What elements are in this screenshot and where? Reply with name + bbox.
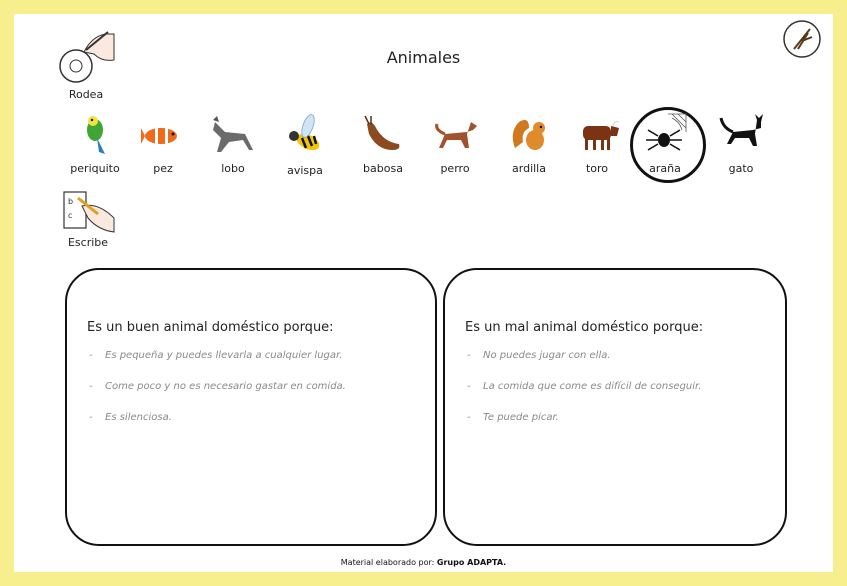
instruction-write — [58, 188, 118, 249]
instruction-circle — [58, 30, 114, 101]
list-item[interactable]: - Te puede picar. — [467, 412, 559, 423]
bull-icon — [573, 112, 621, 156]
bad-box-heading: Es un mal animal doméstico porque: — [465, 320, 704, 335]
write-instruction-icon — [58, 188, 118, 234]
slug-icon — [361, 112, 405, 156]
list-item[interactable]: - Es pequeña y puedes llevarla a cualquier lugar. — [89, 350, 343, 361]
list-item[interactable]: - No puedes jugar con ella. — [467, 350, 611, 361]
animal-lobo[interactable]: lobo — [198, 112, 268, 175]
spider-icon — [642, 112, 688, 156]
animal-arana[interactable]: araña — [630, 112, 700, 175]
animal-toro[interactable]: toro — [562, 112, 632, 175]
animal-gato[interactable]: gato — [706, 112, 776, 175]
animal-avispa[interactable]: avispa — [270, 112, 340, 177]
good-reasons-box — [65, 268, 437, 546]
footer-credit: Material elaborado por: Grupo ADAPTA. — [340, 558, 507, 567]
animal-pez[interactable]: pez — [128, 112, 198, 175]
animal-periquito[interactable]: periquito — [60, 112, 130, 175]
wolf-icon — [209, 112, 257, 156]
bad-reasons-box — [443, 268, 787, 546]
good-reasons-list — [89, 350, 346, 443]
list-item[interactable]: - Es silenciosa. — [89, 412, 172, 423]
parakeet-icon — [75, 112, 115, 156]
list-item[interactable]: - La comida que come es difícil de conseguir. — [467, 381, 702, 392]
instruction-write-label: Escribe — [67, 236, 109, 249]
cat-icon — [717, 112, 765, 156]
animal-ardilla[interactable]: ardilla — [494, 112, 564, 175]
svg-text:b: b — [68, 197, 74, 206]
fish-icon — [141, 112, 185, 156]
instruction-circle-label: Rodea — [68, 88, 104, 101]
animal-babosa[interactable]: babosa — [348, 112, 418, 175]
svg-text:c: c — [68, 211, 73, 220]
list-item[interactable]: - Come poco y no es necesario gastar en comida. — [89, 381, 346, 392]
wasp-icon — [282, 112, 328, 158]
bad-reasons-list — [467, 350, 701, 443]
squirrel-icon — [507, 112, 551, 156]
animal-perro[interactable]: perro — [420, 112, 490, 175]
dog-icon — [431, 112, 479, 156]
circle-instruction-icon — [58, 30, 118, 86]
good-box-heading: Es un buen animal doméstico porque: — [87, 320, 334, 335]
page-title: Animales — [386, 48, 461, 67]
